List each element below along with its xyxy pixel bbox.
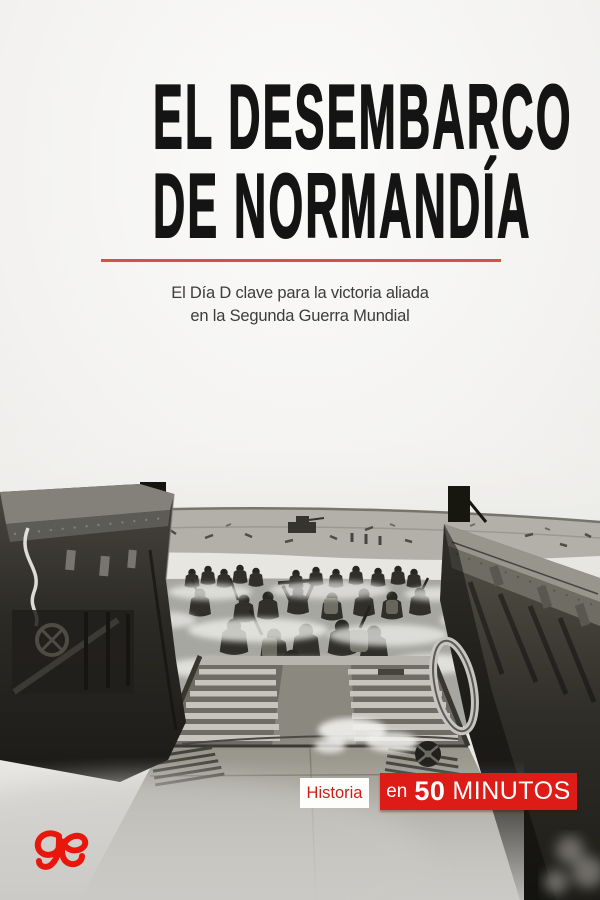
landing-craft-left-wall [0,482,186,782]
subtitle-line-2: en la Segunda Guerra Mundial [190,307,410,326]
subtitle-line-1: El Día D clave para la victoria aliada [171,284,429,302]
title-divider [101,259,501,262]
landing-craft-ramp [162,656,468,746]
publisher-logo-icon [24,824,96,874]
brand-badge [380,773,577,810]
category-badge-label: Historia [306,783,363,802]
title-line-2: DE NORMANDÍA [153,156,532,257]
brand-badge-number: 50 [414,776,446,806]
title-line-1: EL DESEMBARCO [153,67,573,168]
category-badge [300,778,369,808]
brand-badge-prefix: en [386,780,408,802]
brand-badge-word: MINUTOS [452,777,571,805]
subtitle [0,282,600,329]
